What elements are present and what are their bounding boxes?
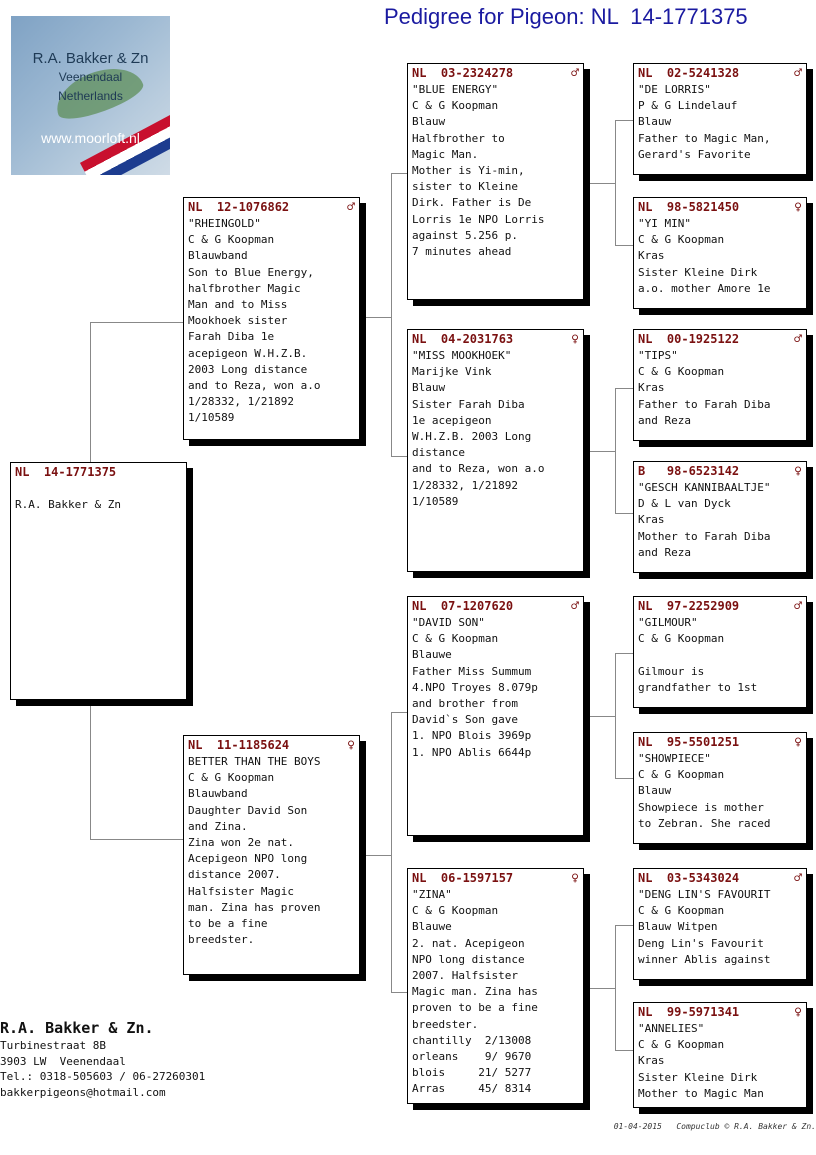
detail-line: proven to be a fine — [412, 1001, 538, 1015]
detail-line: "GILMOUR" — [638, 616, 698, 629]
detail-line: "TIPS" — [638, 349, 678, 362]
detail-line: "MISS MOOKHOEK" — [412, 349, 512, 362]
connector — [615, 388, 616, 514]
detail-line: acepigeon W.H.Z.B. — [188, 346, 308, 360]
card-details — [412, 348, 579, 510]
connector — [584, 451, 616, 452]
detail-line: C & G Koopman — [638, 1038, 725, 1052]
connector — [615, 778, 633, 779]
ring-number: B 98-6523142 — [638, 464, 740, 478]
detail-line: 1/10589 — [188, 411, 235, 425]
detail-line: Mother to Magic Man — [638, 1086, 764, 1100]
card-details — [638, 751, 802, 832]
detail-line: a.o. mother Amore 1e — [638, 281, 771, 295]
detail-line: halfbrother Magic — [188, 281, 301, 295]
detail-line: "DE LORRIS" — [638, 83, 711, 96]
detail-line: C & G Koopman — [412, 904, 499, 918]
detail-line: 7 minutes ahead — [412, 245, 512, 259]
detail-line: NPO long distance — [412, 952, 525, 966]
connector — [391, 173, 392, 457]
breeder-name: R.A. Bakker & Zn. — [0, 1019, 154, 1037]
sex-icon: ♂ — [571, 599, 579, 614]
sex-icon: ♀ — [347, 738, 355, 753]
sex-icon: ♀ — [794, 200, 802, 215]
pigeon-card-sdd[interactable] — [633, 461, 807, 573]
detail-line — [15, 481, 182, 497]
sex-icon: ♀ — [794, 1005, 802, 1020]
pigeon-card-subject[interactable] — [10, 462, 187, 700]
detail-line: 1/28332, 1/21892 — [188, 395, 294, 409]
connector — [90, 700, 91, 840]
ring-number: NL 14-1771375 — [15, 465, 117, 479]
logo-url: www.moorloft.nl — [41, 130, 140, 146]
ring-number: NL 02-5241328 — [638, 66, 740, 80]
card-header — [412, 332, 579, 347]
detail-line: "ZINA" — [412, 888, 452, 901]
detail-line: 2003 Long distance — [188, 362, 308, 376]
detail-line: C & G Koopman — [638, 768, 725, 782]
detail-line: to be a fine — [188, 917, 268, 931]
logo-country: Netherlands — [58, 89, 123, 103]
ring-number: NL 97-2252909 — [638, 599, 740, 613]
detail-line: Kras — [638, 249, 665, 263]
detail-line: Kras — [638, 1054, 665, 1068]
sex-icon: ♂ — [571, 66, 579, 81]
pigeon-card-dam-dam[interactable] — [407, 868, 584, 1104]
connector — [391, 992, 407, 993]
detail-line — [638, 647, 802, 663]
phone: Tel.: 0318-505603 / 06-27260301 — [0, 1070, 206, 1083]
detail-line: C & G Koopman — [188, 233, 275, 247]
card-header — [188, 200, 355, 215]
detail-line: Sister Kleine Dirk — [638, 1070, 758, 1084]
detail-line: chantilly 2/13008 — [412, 1033, 532, 1047]
detail-line: Magic man. Zina has — [412, 985, 538, 999]
detail-line: Blauw — [638, 115, 672, 129]
detail-line: P & G Lindelauf — [638, 99, 738, 113]
card-header — [412, 599, 579, 614]
detail-line: 1/10589 — [412, 494, 459, 508]
connector — [391, 712, 392, 993]
card-header — [638, 735, 802, 750]
sex-icon: ♀ — [794, 735, 802, 750]
detail-line: "BLUE ENERGY" — [412, 83, 499, 96]
connector — [615, 925, 616, 1051]
detail-line: distance — [412, 446, 465, 460]
connector — [584, 716, 616, 717]
detail-line: against 5.256 p. — [412, 228, 518, 242]
connector — [615, 1050, 633, 1051]
detail-line: 1/28332, 1/21892 — [412, 478, 518, 492]
detail-line: Blauw — [412, 381, 446, 395]
detail-line: Gerard's Favorite — [638, 147, 751, 161]
sex-icon: ♂ — [794, 871, 802, 886]
detail-line: sister to Kleine — [412, 180, 518, 194]
card-details — [638, 1021, 802, 1102]
connector — [391, 173, 407, 174]
card-header — [638, 1005, 802, 1020]
detail-line: Father to Magic Man, — [638, 131, 771, 145]
connector — [615, 120, 616, 246]
card-details — [638, 887, 802, 968]
ring-number: NL 03-5343024 — [638, 871, 740, 885]
detail-line: Kras — [638, 381, 665, 395]
pigeon-card-dam[interactable] — [183, 735, 360, 975]
page-title: Pedigree for Pigeon: NL 14-1771375 — [384, 4, 748, 29]
detail-line: Marijke Vink — [412, 365, 492, 379]
ring-number: NL 12-1076862 — [188, 200, 290, 214]
detail-line: Mother is Yi-min, — [412, 164, 525, 178]
card-header — [412, 871, 579, 886]
street: Turbinestraat 8B — [0, 1039, 106, 1052]
card-details — [412, 615, 579, 761]
card-header — [638, 599, 802, 614]
card-details — [638, 615, 802, 696]
ring-number: NL 06-1597157 — [412, 871, 514, 885]
detail-line: Showpiece is mother — [638, 800, 764, 814]
connector — [90, 322, 91, 462]
card-details — [188, 754, 355, 948]
logo-name: R.A. Bakker & Zn — [32, 50, 149, 67]
detail-line: "DENG LIN'S FAVOURIT — [638, 888, 771, 901]
detail-line: 2. nat. Acepigeon — [412, 936, 525, 950]
sex-icon: ♀ — [571, 871, 579, 886]
detail-line: and Zina. — [188, 819, 248, 833]
detail-line: 2007. Halfsister — [412, 969, 518, 983]
postal-city: 3903 LW Veenendaal — [0, 1054, 126, 1068]
card-details — [638, 82, 802, 163]
detail-line: Acepigeon NPO long — [188, 852, 308, 866]
detail-line: Deng Lin's Favourit — [638, 936, 764, 950]
connector — [615, 388, 633, 389]
connector — [391, 456, 407, 457]
detail-line: Son to Blue Energy, — [188, 265, 314, 279]
detail-line: C & G Koopman — [412, 99, 499, 113]
sex-icon: ♂ — [794, 599, 802, 614]
sex-icon: ♂ — [347, 200, 355, 215]
detail-line: Blauwband — [188, 787, 248, 801]
detail-line: R.A. Bakker & Zn — [15, 498, 121, 512]
detail-line: "GESCH KANNIBAALTJE" — [638, 481, 771, 494]
connector — [615, 245, 633, 246]
detail-line: Arras 45/ 8314 — [412, 1082, 532, 1096]
card-header — [15, 465, 182, 480]
detail-line: and Reza — [638, 413, 691, 427]
detail-line: Blauw Witpen — [638, 920, 718, 934]
card-details — [638, 216, 802, 297]
detail-line: 1. NPO Blois 3969p — [412, 729, 532, 743]
pigeon-card-dss[interactable] — [633, 596, 807, 708]
pigeon-card-ssd[interactable] — [633, 197, 807, 309]
email: bakkerpigeons@hotmail.com — [0, 1085, 166, 1099]
detail-line: Zina won 2e nat. — [188, 836, 294, 850]
card-details — [638, 480, 802, 561]
card-header — [412, 66, 579, 81]
detail-line: Lorris 1e NPO Lorris — [412, 212, 545, 226]
detail-line: Dirk. Father is De — [412, 196, 532, 210]
connector — [360, 317, 392, 318]
detail-line: Daughter David Son — [188, 803, 308, 817]
detail-line: and to Reza, won a.o — [412, 462, 545, 476]
connector — [90, 839, 183, 840]
sex-icon: ♀ — [571, 332, 579, 347]
detail-line: W.H.Z.B. 2003 Long — [412, 430, 532, 444]
detail-line: "SHOWPIECE" — [638, 752, 711, 765]
detail-line: Kras — [638, 513, 665, 527]
detail-line: C & G Koopman — [638, 365, 725, 379]
connector — [584, 183, 616, 184]
ring-number: NL 07-1207620 — [412, 599, 514, 613]
pigeon-card-dsd[interactable] — [633, 732, 807, 844]
card-header — [638, 66, 802, 81]
detail-line: grandfather to 1st — [638, 680, 758, 694]
card-header — [638, 464, 802, 479]
card-header — [638, 200, 802, 215]
card-details — [188, 216, 355, 427]
detail-line: Halfbrother to — [412, 131, 505, 145]
detail-line: to Zebran. She raced — [638, 816, 771, 830]
detail-line: Sister Kleine Dirk — [638, 265, 758, 279]
card-details — [638, 348, 802, 429]
ring-number: NL 95-5501251 — [638, 735, 740, 749]
detail-line: and to Reza, won a.o — [188, 379, 321, 393]
detail-line: 4.NPO Troyes 8.079p — [412, 680, 538, 694]
detail-line: "ANNELIES" — [638, 1022, 705, 1035]
card-details — [412, 887, 579, 1098]
ring-number: NL 11-1185624 — [188, 738, 290, 752]
detail-line: Farah Diba 1e — [188, 330, 275, 344]
connector — [584, 988, 616, 989]
pigeon-card-sss[interactable] — [633, 63, 807, 175]
sex-icon: ♂ — [794, 332, 802, 347]
detail-line: Father to Farah Diba — [638, 397, 771, 411]
card-details — [15, 481, 182, 513]
detail-line: Halfsister Magic — [188, 884, 294, 898]
detail-line: C & G Koopman — [638, 233, 725, 247]
connector — [615, 653, 633, 654]
detail-line: winner Ablis against — [638, 952, 771, 966]
detail-line: Father Miss Summum — [412, 664, 532, 678]
detail-line: and Reza — [638, 545, 691, 559]
pigeon-card-ddd[interactable] — [633, 1002, 807, 1108]
connector — [391, 712, 407, 713]
ring-number: NL 04-2031763 — [412, 332, 514, 346]
connector — [615, 513, 633, 514]
ring-number: NL 03-2324278 — [412, 66, 514, 80]
print-stamp: 01-04-2015 Compuclub © R.A. Bakker & Zn. — [613, 1122, 816, 1131]
detail-line: Blauwe — [412, 920, 452, 934]
detail-line: Mookhoek sister — [188, 314, 288, 328]
detail-line: David`s Son gave — [412, 713, 518, 727]
detail-line: C & G Koopman — [188, 771, 275, 785]
connector — [615, 120, 633, 121]
detail-line: blois 21/ 5277 — [412, 1066, 532, 1080]
detail-line: Magic Man. — [412, 147, 479, 161]
detail-line: Blauw — [412, 115, 446, 129]
pigeon-card-dds[interactable] — [633, 868, 807, 980]
card-header — [638, 871, 802, 886]
detail-line: C & G Koopman — [638, 632, 725, 646]
detail-line: C & G Koopman — [638, 904, 725, 918]
ring-number: NL 00-1925122 — [638, 332, 740, 346]
card-details — [412, 82, 579, 260]
breeder-logo — [11, 16, 170, 175]
detail-line: breedster. — [188, 933, 255, 947]
card-header — [188, 738, 355, 753]
detail-line: Sister Farah Diba — [412, 397, 525, 411]
detail-line: distance 2007. — [188, 868, 281, 882]
pigeon-card-sire-sire[interactable] — [407, 63, 584, 300]
connector — [360, 855, 392, 856]
detail-line: "DAVID SON" — [412, 616, 485, 629]
logo-city: Veenendaal — [58, 70, 123, 84]
detail-line: D & L van Dyck — [638, 497, 731, 511]
pigeon-card-sds[interactable] — [633, 329, 807, 441]
detail-line: breedster. — [412, 1017, 479, 1031]
pigeon-card-sire-dam[interactable] — [407, 329, 584, 572]
connector — [615, 925, 633, 926]
ring-number: NL 99-5971341 — [638, 1005, 740, 1019]
detail-line: Mother to Farah Diba — [638, 529, 771, 543]
pigeon-card-sire[interactable] — [183, 197, 360, 440]
pigeon-card-dam-sire[interactable] — [407, 596, 584, 836]
breeder-address — [0, 1018, 380, 1100]
detail-line: man. Zina has proven — [188, 900, 321, 914]
detail-line: Gilmour is — [638, 664, 705, 678]
detail-line: BETTER THAN THE BOYS — [188, 755, 321, 768]
connector — [615, 653, 616, 779]
detail-line: "YI MIN" — [638, 217, 691, 230]
sex-icon: ♂ — [794, 66, 802, 81]
sex-icon: ♀ — [794, 464, 802, 479]
detail-line: 1. NPO Ablis 6644p — [412, 745, 532, 759]
detail-line: 1e acepigeon — [412, 413, 492, 427]
connector — [90, 322, 183, 323]
detail-line: Man and to Miss — [188, 298, 288, 312]
ring-number: NL 98-5821450 — [638, 200, 740, 214]
card-header — [638, 332, 802, 347]
detail-line: Blauwe — [412, 648, 452, 662]
detail-line: Blauwband — [188, 249, 248, 263]
detail-line: C & G Koopman — [412, 632, 499, 646]
detail-line: and brother from — [412, 697, 518, 711]
detail-line: orleans 9/ 9670 — [412, 1050, 532, 1064]
detail-line: Blauw — [638, 784, 672, 798]
detail-line: "RHEINGOLD" — [188, 217, 261, 230]
